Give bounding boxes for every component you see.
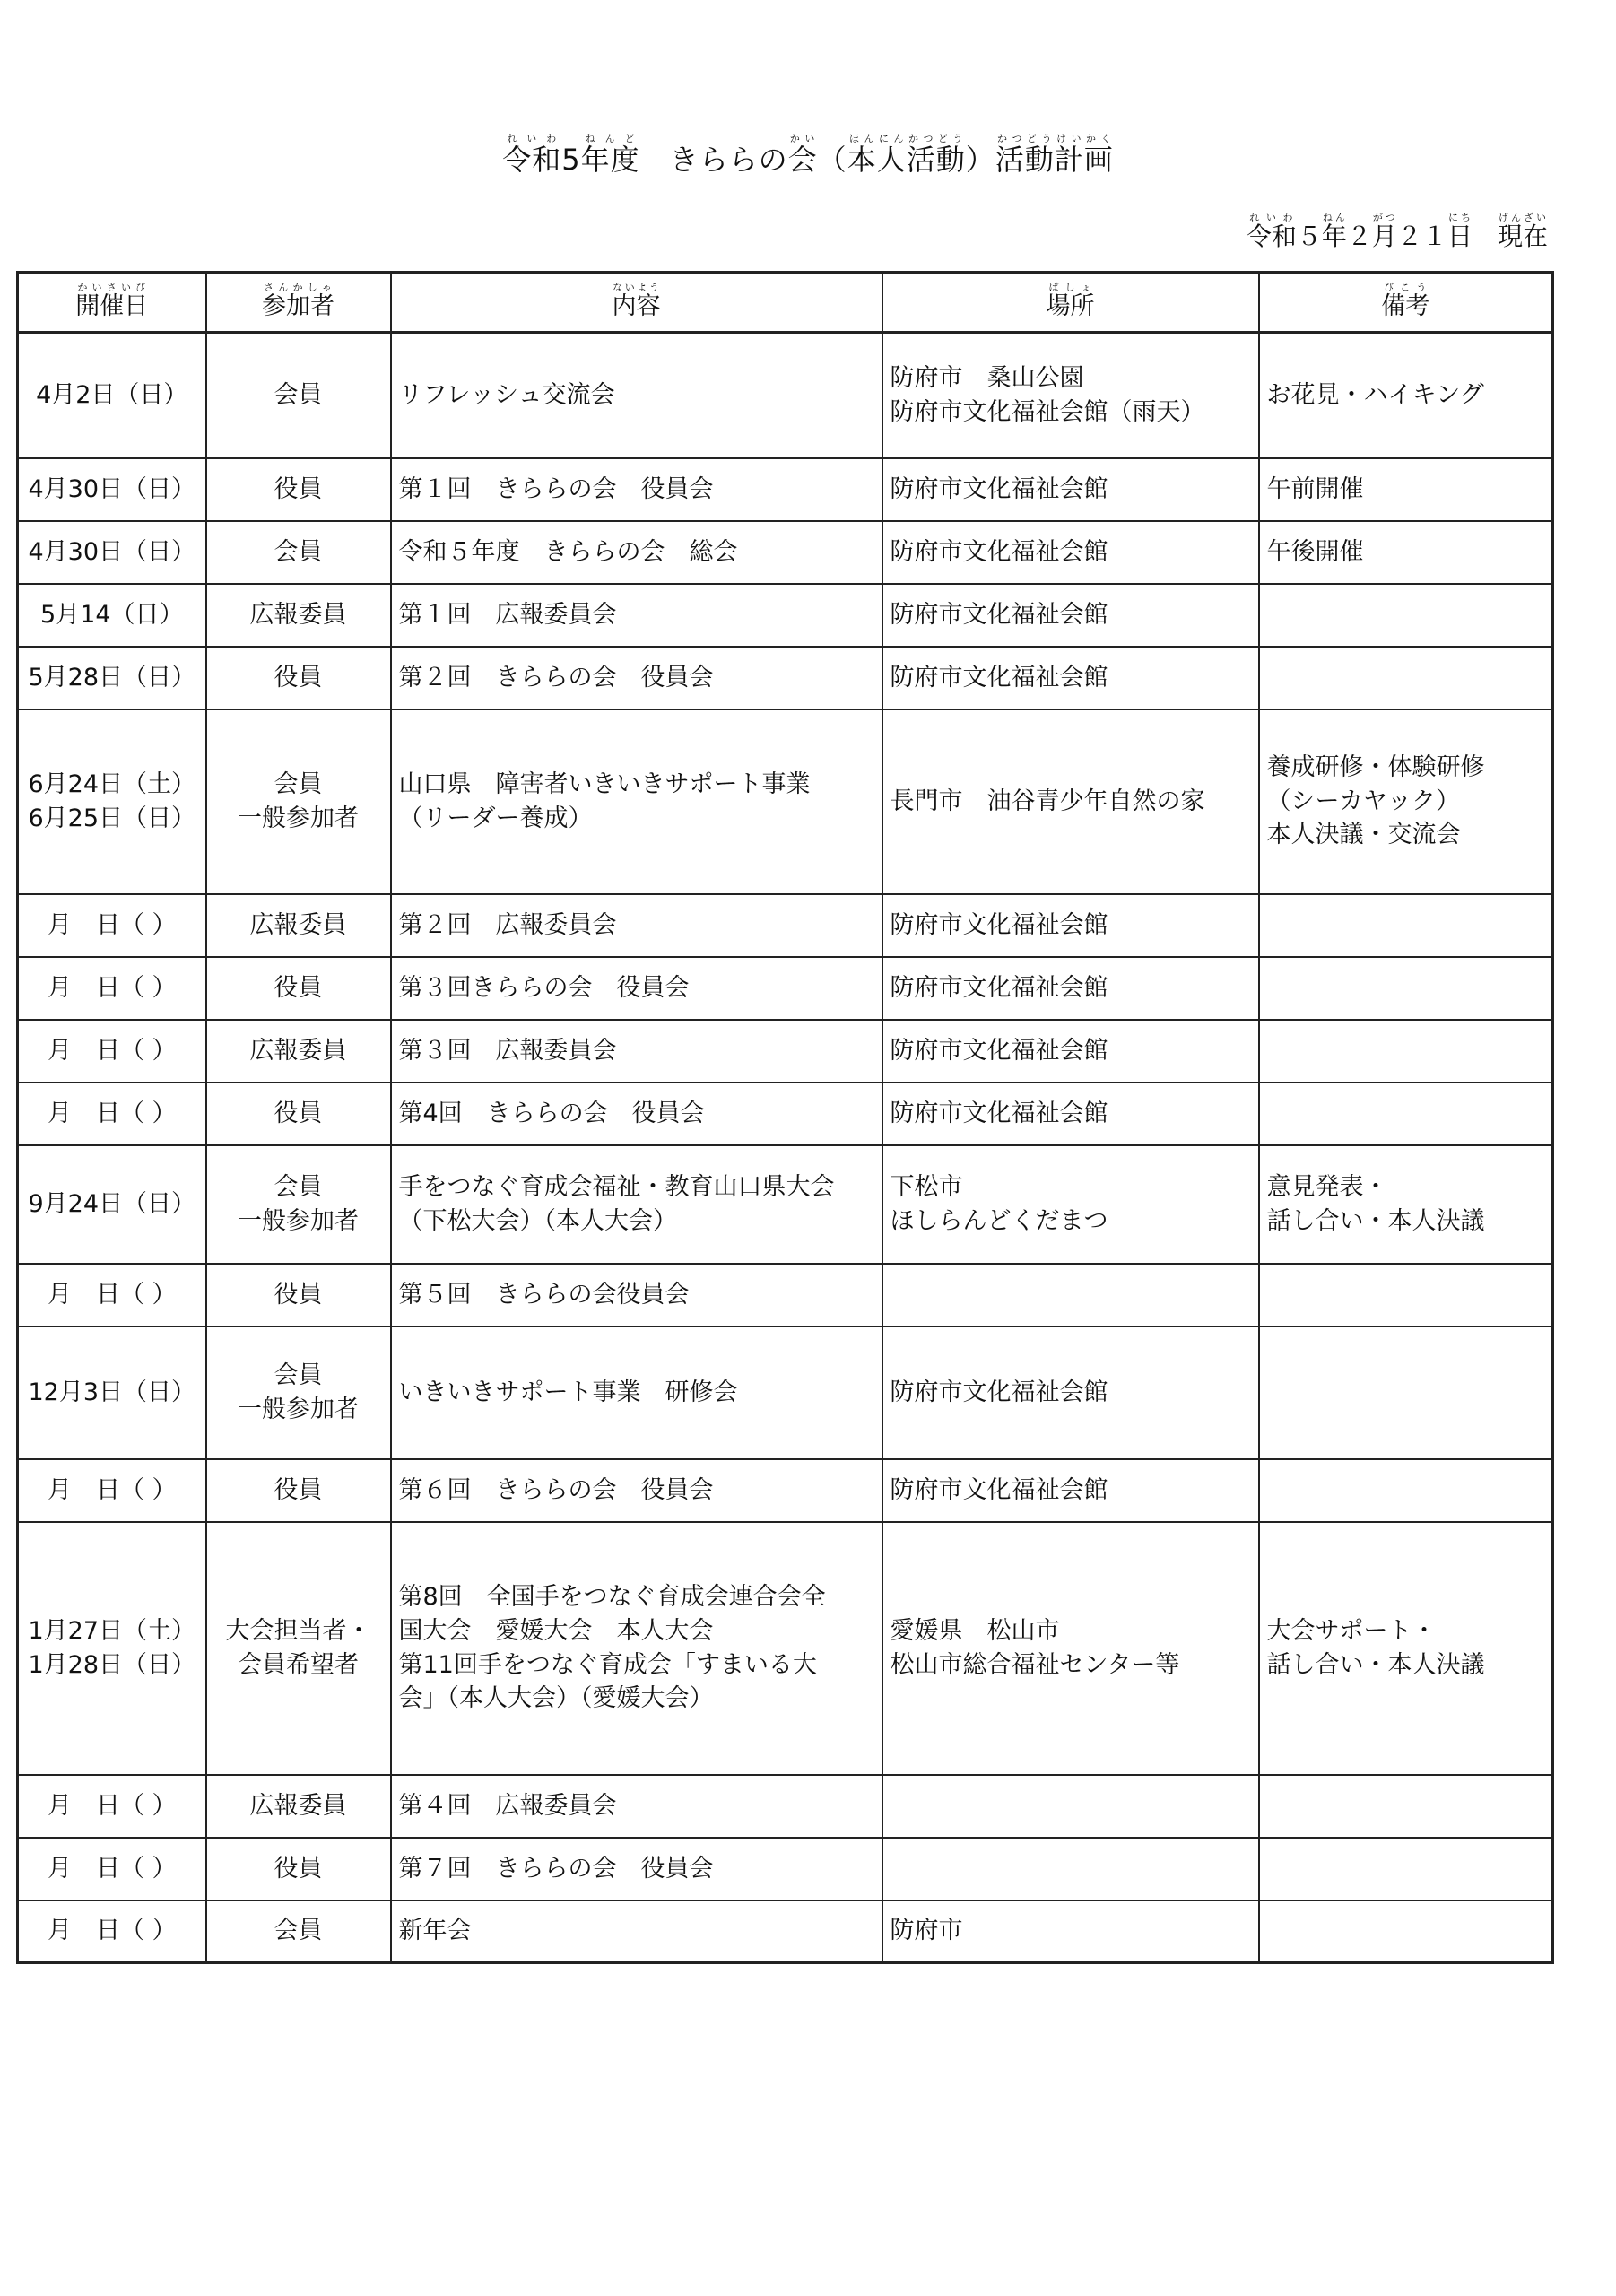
cell-place: 防府市 桑山公園 防府市文化福祉会館（雨天） (882, 333, 1259, 458)
table-row (18, 1900, 1553, 1963)
table-row (18, 647, 1553, 709)
cell-participants: 会員 (206, 521, 391, 584)
cell-content: 新年会 (391, 1900, 882, 1963)
cell-date: 4月2日（日） (18, 333, 206, 458)
table-row (18, 584, 1553, 647)
header-participants: 参加者さんかしゃ (206, 273, 391, 333)
cell-date: 月 日（ ） (18, 1775, 206, 1838)
cell-place: 長門市 油谷青少年自然の家 (882, 709, 1259, 894)
cell-date: 月 日（ ） (18, 957, 206, 1020)
cell-participants: 会員 (206, 1900, 391, 1963)
cell-notes (1259, 1020, 1553, 1083)
table-row (18, 1145, 1553, 1264)
cell-content: 第１回 きららの会 役員会 (391, 458, 882, 521)
header-date: 開催日かいさいび (18, 273, 206, 333)
table-row (18, 521, 1553, 584)
cell-notes (1259, 1459, 1553, 1522)
header-content: 内容ないよう (391, 273, 882, 333)
cell-date: 6月24日（土） 6月25日（日） (18, 709, 206, 894)
table-row (18, 333, 1553, 458)
cell-participants: 役員 (206, 1264, 391, 1326)
table-row (18, 1326, 1553, 1459)
cell-participants: 会員 一般参加者 (206, 709, 391, 894)
cell-participants: 会員 一般参加者 (206, 1326, 391, 1459)
cell-content: 第５回 きららの会役員会 (391, 1264, 882, 1326)
cell-place: 防府市文化福祉会館 (882, 894, 1259, 957)
cell-date: 月 日（ ） (18, 1083, 206, 1145)
table-row (18, 1083, 1553, 1145)
cell-notes: 大会サポート・ 話し合い・本人決議 (1259, 1522, 1553, 1775)
cell-place: 防府市文化福祉会館 (882, 521, 1259, 584)
cell-participants: 広報委員 (206, 1020, 391, 1083)
cell-place (882, 1264, 1259, 1326)
cell-content: 第６回 きららの会 役員会 (391, 1459, 882, 1522)
title-ruby: 令和れいわ5年度ねんど きららの会かい（本人活動ほんにんかつどう）活動かつどう計画けいかく (502, 133, 1114, 177)
cell-participants: 役員 (206, 647, 391, 709)
cell-notes (1259, 647, 1553, 709)
cell-notes (1259, 1264, 1553, 1326)
cell-place: 防府市文化福祉会館 (882, 1020, 1259, 1083)
cell-notes (1259, 894, 1553, 957)
cell-date: 月 日（ ） (18, 894, 206, 957)
cell-participants: 広報委員 (206, 584, 391, 647)
cell-date: 月 日（ ） (18, 1020, 206, 1083)
cell-notes: 午前開催 (1259, 458, 1553, 521)
cell-participants: 会員 一般参加者 (206, 1145, 391, 1264)
cell-participants: 役員 (206, 957, 391, 1020)
cell-participants: 大会担当者・ 会員希望者 (206, 1522, 391, 1775)
cell-participants: 広報委員 (206, 1775, 391, 1838)
table-row (18, 1020, 1553, 1083)
cell-content: 手をつなぐ育成会福祉・教育山口県大会 （下松大会）（本人大会） (391, 1145, 882, 1264)
cell-content: 第３回きららの会 役員会 (391, 957, 882, 1020)
cell-date: 1月27日（土） 1月28日（日） (18, 1522, 206, 1775)
cell-place (882, 1838, 1259, 1900)
cell-notes (1259, 1900, 1553, 1963)
cell-date: 月 日（ ） (18, 1459, 206, 1522)
table-row (18, 894, 1553, 957)
table-row (18, 957, 1553, 1020)
schedule-table (16, 271, 1554, 1964)
cell-place: 防府市文化福祉会館 (882, 458, 1259, 521)
as-of-ruby: 令和れいわ５年ねん２月がつ２１日にち 現在げんざい (1246, 212, 1548, 251)
cell-notes: お花見・ハイキング (1259, 333, 1553, 458)
cell-notes (1259, 957, 1553, 1020)
cell-date: 12月3日（日） (18, 1326, 206, 1459)
cell-participants: 役員 (206, 1459, 391, 1522)
table-row (18, 1459, 1553, 1522)
header-row (18, 273, 1553, 333)
cell-place: 防府市文化福祉会館 (882, 647, 1259, 709)
cell-content: いきいきサポート事業 研修会 (391, 1326, 882, 1459)
cell-content: 山口県 障害者いきいきサポート事業 （リーダー養成） (391, 709, 882, 894)
cell-content: 第７回 きららの会 役員会 (391, 1838, 882, 1900)
table-row (18, 1522, 1553, 1775)
cell-notes: 午後開催 (1259, 521, 1553, 584)
cell-content: 第４回 広報委員会 (391, 1775, 882, 1838)
cell-content: 第２回 きららの会 役員会 (391, 647, 882, 709)
cell-content: 第２回 広報委員会 (391, 894, 882, 957)
cell-notes (1259, 1326, 1553, 1459)
cell-notes: 養成研修・体験研修 （シーカヤック） 本人決議・交流会 (1259, 709, 1553, 894)
cell-content: リフレッシュ交流会 (391, 333, 882, 458)
cell-place: 防府市 (882, 1900, 1259, 1963)
cell-date: 4月30日（日） (18, 458, 206, 521)
cell-place: 下松市 ほしらんどくだまつ (882, 1145, 1259, 1264)
cell-place: 防府市文化福祉会館 (882, 584, 1259, 647)
cell-date: 9月24日（日） (18, 1145, 206, 1264)
as-of-date (1247, 212, 1548, 253)
cell-content: 第１回 広報委員会 (391, 584, 882, 647)
cell-notes (1259, 584, 1553, 647)
cell-content: 第8回 全国手をつなぐ育成会連合会全 国大会 愛媛大会 本人大会 第11回手をつなぐ育成会「すまいる大 会」（本人大会）（愛媛大会） (391, 1522, 882, 1775)
cell-content: 第３回 広報委員会 (391, 1020, 882, 1083)
table-row (18, 458, 1553, 521)
cell-place: 防府市文化福祉会館 (882, 957, 1259, 1020)
header-place: 場所ばしょ (882, 273, 1259, 333)
cell-place: 防府市文化福祉会館 (882, 1083, 1259, 1145)
cell-participants: 会員 (206, 333, 391, 458)
cell-date: 5月28日（日） (18, 647, 206, 709)
cell-notes (1259, 1838, 1553, 1900)
cell-place (882, 1775, 1259, 1838)
cell-place: 防府市文化福祉会館 (882, 1326, 1259, 1459)
cell-participants: 広報委員 (206, 894, 391, 957)
cell-content: 第4回 きららの会 役員会 (391, 1083, 882, 1145)
cell-notes (1259, 1083, 1553, 1145)
cell-date: 月 日（ ） (18, 1838, 206, 1900)
cell-notes (1259, 1775, 1553, 1838)
cell-participants: 役員 (206, 458, 391, 521)
cell-place: 愛媛県 松山市 松山市総合福祉センター等 (882, 1522, 1259, 1775)
table-row (18, 1775, 1553, 1838)
cell-date: 月 日（ ） (18, 1264, 206, 1326)
cell-place: 防府市文化福祉会館 (882, 1459, 1259, 1522)
cell-date: 月 日（ ） (18, 1900, 206, 1963)
cell-content: 令和５年度 きららの会 総会 (391, 521, 882, 584)
document-title (0, 133, 1616, 178)
table-row (18, 709, 1553, 894)
cell-date: 4月30日（日） (18, 521, 206, 584)
cell-notes: 意見発表・ 話し合い・本人決議 (1259, 1145, 1553, 1264)
header-notes: 備考びこう (1259, 273, 1553, 333)
cell-participants: 役員 (206, 1083, 391, 1145)
table-row (18, 1838, 1553, 1900)
cell-date: 5月14（日） (18, 584, 206, 647)
table-row (18, 1264, 1553, 1326)
cell-participants: 役員 (206, 1838, 391, 1900)
